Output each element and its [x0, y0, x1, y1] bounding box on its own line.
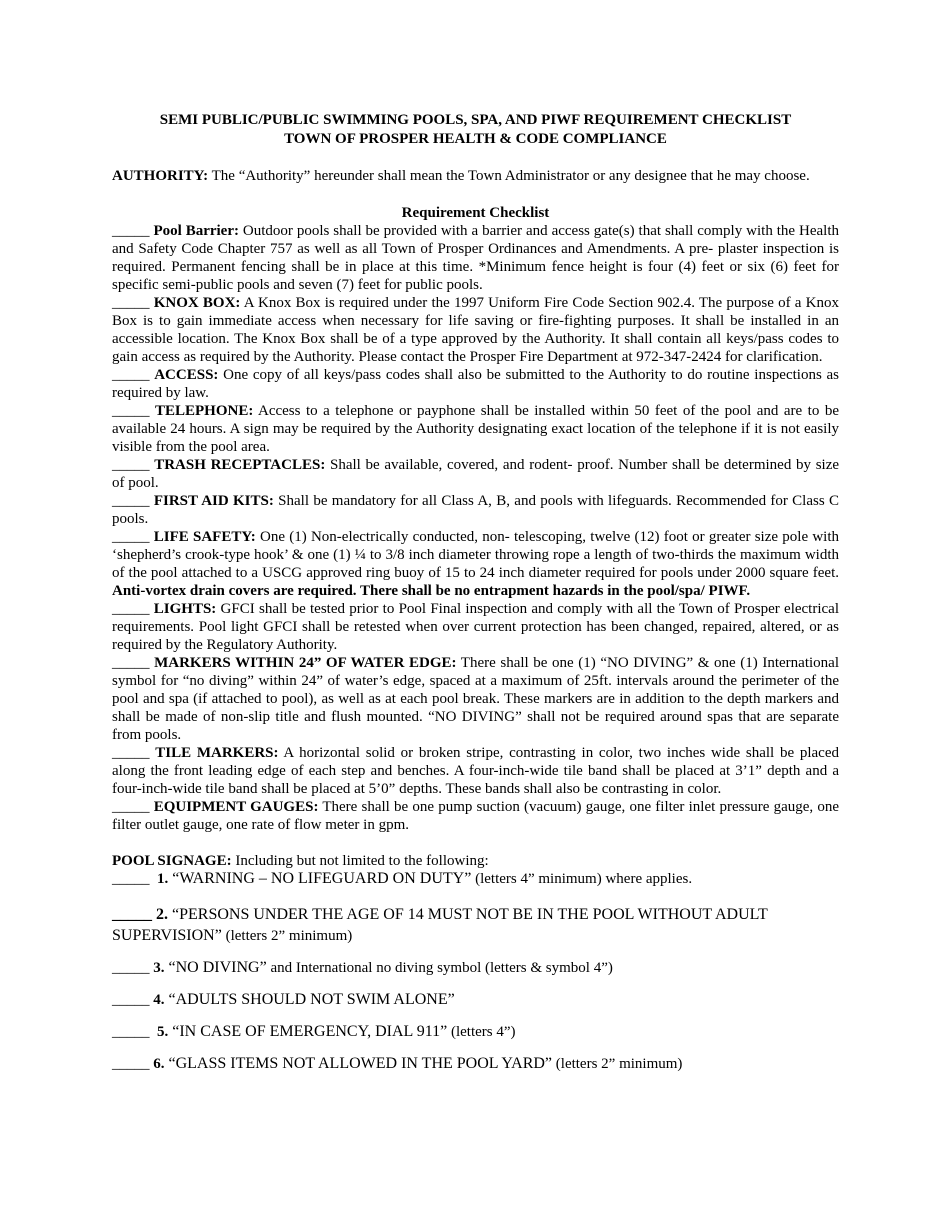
blank-line: _____: [112, 493, 150, 509]
sign-number: 1.: [157, 871, 169, 887]
item-text: Shall be mandatory for all Class A, B, and pools with lifeguards. Recommended for Class C pools.: [112, 493, 840, 527]
blank-line: _____: [112, 1024, 150, 1040]
item-label: ACCESS:: [154, 367, 219, 383]
checklist-item-lights: [112, 600, 839, 654]
blank-line: _____: [112, 223, 150, 239]
sign-text: “IN CASE OF EMERGENCY, DIAL 911”: [168, 1023, 448, 1040]
item-text: A horizontal solid or broken stripe, contrasting in color, two inches wide shall be placed along the front leading edge of each step and benches. A four-inch-wide tile band shall be placed at 3’1” depth and a four-inch-wide tile band shall be placed at 5’0” depths. These bands shall also be contrasting in color.: [112, 745, 839, 797]
checklist-item-markers: [112, 654, 839, 744]
item-text: One (1) Non-electrically conducted, non- telescoping, twelve (12) foot or greater size pole with ‘shepherd’s crook-type hook’ & one (1) ¼ to 3/8 inch diameter throwing rope a length of two-thirds the maximum width of the pool attached to a USCG approved ring buoy of 15 to 24 inch diameter required for pools under 2000 square feet.: [112, 529, 840, 581]
item-text: GFCI shall be tested prior to Pool Final inspection and comply with all the Town of Prosper electrical requirements. Pool light GFCI shall be retested when over current protection has been changed, repaired, altered, or as required by the Regulatory Authority.: [112, 601, 839, 653]
sign-text: “WARNING – NO LIFEGUARD ON DUTY”: [168, 870, 472, 887]
blank-line: _____: [112, 992, 150, 1008]
blank-line: _____: [112, 745, 150, 761]
sign-note: (letters 2” minimum): [552, 1056, 683, 1072]
authority-text: The “Authority” hereunder shall mean the Town Administrator or any designee that he may choose.: [208, 168, 810, 184]
sign-note: (letters 2” minimum): [221, 928, 353, 944]
document-title: [112, 111, 839, 149]
item-bold-note: Anti-vortex drain covers are required. There shall be no entrapment hazards in the pool/spa/ PIWF.: [112, 583, 751, 599]
signage-item-4: [112, 991, 839, 1009]
blank-line: _____: [112, 1056, 150, 1072]
signage-text: Including but not limited to the following:: [231, 853, 489, 869]
checklist-item-tile-markers: [112, 744, 839, 798]
blank-line: _____: [112, 871, 150, 887]
sign-number: 3.: [153, 960, 165, 976]
item-label: LIGHTS:: [153, 601, 217, 617]
sign-number: 2.: [156, 906, 168, 923]
item-text: There shall be one (1) “NO DIVING” & one (1) International symbol for “no diving” within 24” of water’s edge, spaced at a maximum of 25ft. intervals around the perimeter of the pool and spa (if attached to pool), as well as at each pool break. These markers are in addition to the depth markers and shall be made of non-slip title and flush mounted. “NO DIVING” shall not be required around spas that are separate from pools.: [112, 655, 839, 743]
document-page: [112, 111, 839, 1073]
sign-number: 5.: [157, 1024, 169, 1040]
blank-line: _____: [112, 403, 150, 419]
title-line-2: TOWN OF PROSPER HEALTH & CODE COMPLIANCE: [284, 131, 667, 147]
item-label: Pool Barrier:: [153, 223, 239, 239]
item-text: Access to a telephone or payphone shall be installed within 50 feet of the pool and are to be available 24 hours. A sign may be required by the Authority designating exact location of the telephone if it is not easily visible from the pool area.: [112, 403, 839, 455]
blank-line: _____: [112, 529, 150, 545]
blank-line: _____: [112, 295, 150, 311]
pool-signage-heading: [112, 852, 839, 870]
checklist: [112, 222, 839, 834]
item-label: TRASH RECEPTACLES:: [154, 457, 326, 473]
sign-number: 6.: [153, 1056, 165, 1072]
blank-line: _____: [112, 799, 150, 815]
blank-line: _____: [112, 655, 150, 671]
signage-label: POOL SIGNAGE:: [112, 853, 232, 869]
item-text: One copy of all keys/pass codes shall also be submitted to the Authority to do routine inspections as required by law.: [112, 367, 839, 401]
authority-label: AUTHORITY:: [112, 168, 209, 184]
signage-item-6: [112, 1055, 839, 1073]
blank-line: _____: [112, 960, 150, 976]
checklist-item-access: [112, 366, 839, 402]
item-label: LIFE SAFETY:: [153, 529, 256, 545]
blank-line: _____: [112, 457, 150, 473]
checklist-item-telephone: [112, 402, 839, 456]
item-label: TELEPHONE:: [154, 403, 254, 419]
sign-number: 4.: [153, 992, 165, 1008]
blank-line: _____: [112, 367, 150, 383]
signage-item-2: [112, 904, 839, 947]
signage-item-1: [112, 870, 839, 888]
sign-text: “PERSONS UNDER THE AGE OF 14 MUST NOT BE IN THE POOL WITHOUT ADULT SUPERVISION”: [112, 906, 768, 944]
sign-note: (letters 4”): [447, 1024, 516, 1040]
item-text: A Knox Box is required under the 1997 Uniform Fire Code Section 902.4. The purpose of a Knox Box is to gain immediate access when necessary for life saving or fire-fighting purposes. It shall be installed in an accessible location. The Knox Box shall be of a type approved by the Authority. It shall contain all keys/pass codes to gain access as required by the Authority. Please contact the Prosper Fire Department at 972-347-2424 for clarification.: [112, 295, 839, 365]
signage-item-5: [112, 1023, 839, 1041]
item-text: Shall be available, covered, and rodent- proof. Number shall be determined by size of pool.: [112, 457, 840, 491]
item-text: Outdoor pools shall be provided with a barrier and access gate(s) that shall comply with the Health and Safety Code Chapter 757 as well as all Town of Prosper Ordinances and Amendments. A pre- plaster inspection is required. Permanent fencing shall be in place at this time. *Minimum fence height is four (4) feet or six (6) feet for specific semi-public pools and seven (7) feet for public pools.: [112, 223, 839, 293]
checklist-item-knox-box: [112, 294, 839, 366]
blank-line: _____: [112, 906, 152, 923]
item-text: There shall be one pump suction (vacuum) gauge, one filter inlet pressure gauge, one filter outlet gauge, one rate of flow meter in gpm.: [112, 799, 840, 833]
authority-paragraph: [112, 167, 839, 185]
item-label: KNOX BOX:: [153, 295, 241, 311]
title-line-1: SEMI PUBLIC/PUBLIC SWIMMING POOLS, SPA, AND PIWF REQUIREMENT CHECKLIST: [159, 112, 792, 128]
signage-item-3: [112, 959, 839, 977]
sign-note: and International no diving symbol (letters & symbol 4”): [266, 960, 613, 976]
checklist-item-equipment-gauges: [112, 798, 839, 834]
checklist-item-first-aid-kits: [112, 492, 839, 528]
item-label: MARKERS WITHIN 24” OF WATER EDGE:: [154, 655, 457, 671]
sign-text: “ADULTS SHOULD NOT SWIM ALONE”: [164, 991, 455, 1008]
item-label: EQUIPMENT GAUGES:: [153, 799, 319, 815]
checklist-title: Requirement Checklist: [401, 205, 550, 221]
item-label: FIRST AID KITS:: [153, 493, 274, 509]
blank-line: _____: [112, 601, 150, 617]
sign-text: “NO DIVING”: [164, 959, 267, 976]
checklist-item-trash-receptacles: [112, 456, 839, 492]
checklist-item-life-safety: [112, 528, 839, 600]
sign-text: “GLASS ITEMS NOT ALLOWED IN THE POOL YARD”: [164, 1055, 553, 1072]
sign-note: (letters 4” minimum) where applies.: [471, 871, 693, 887]
checklist-item-pool-barrier: [112, 222, 839, 294]
item-label: TILE MARKERS:: [155, 745, 279, 761]
